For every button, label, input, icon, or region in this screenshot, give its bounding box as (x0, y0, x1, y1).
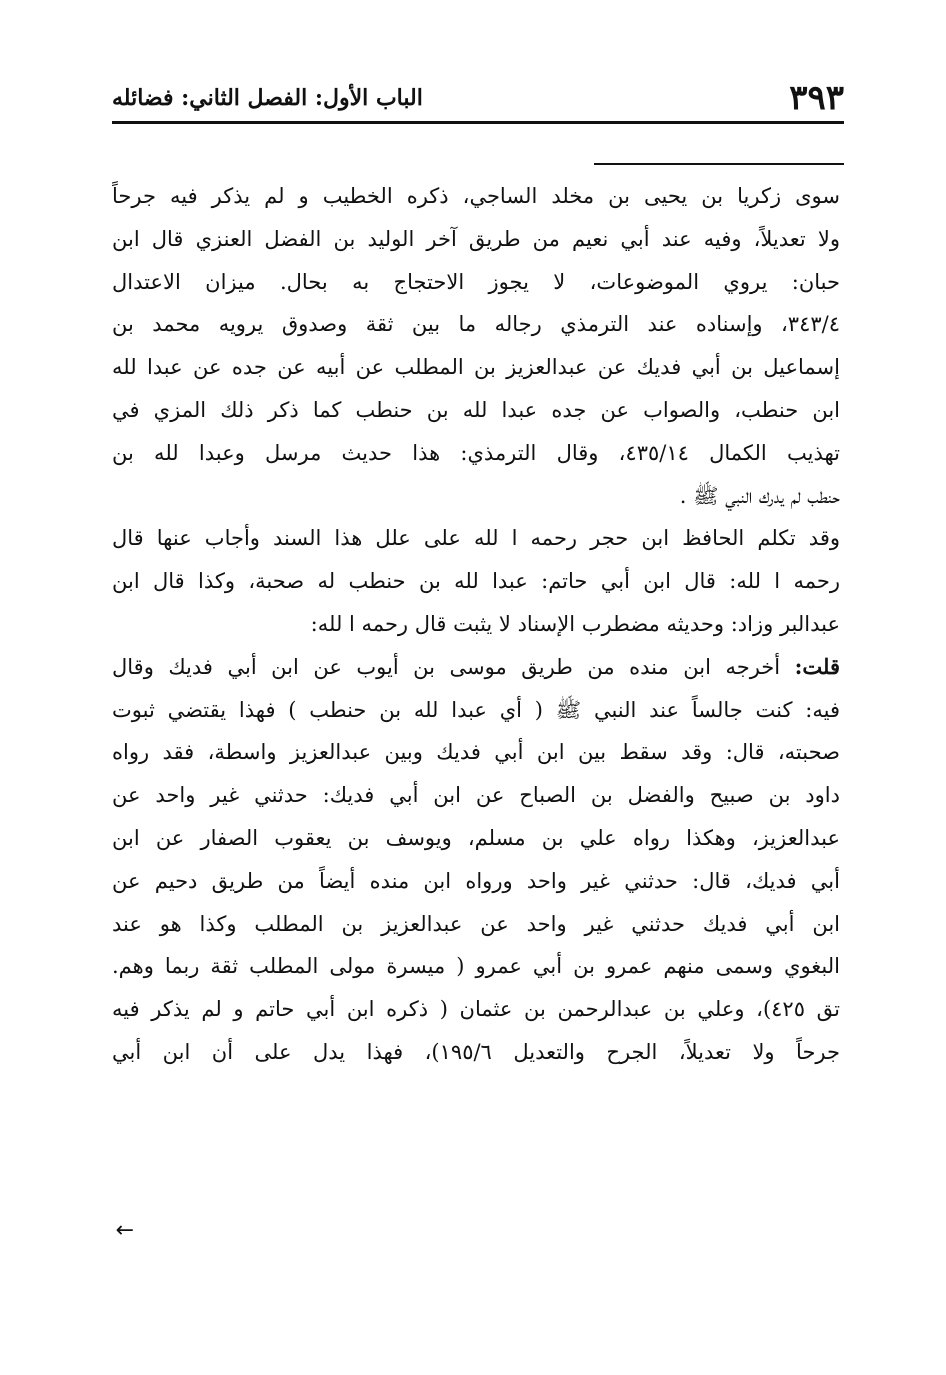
text-line (112, 646, 840, 689)
line-text: حبان: يروي الموضوعات، لا يجوز الاحتجاج به بحال. ميزان الاعتدال (112, 269, 840, 294)
text-line (112, 303, 840, 346)
text-line (112, 432, 840, 475)
line-text: البغوي وسمى منهم عمرو بن أبي عمرو ( ميسرة مولى المطلب ثقة ربما وهم. (112, 954, 840, 979)
text-line (112, 1031, 840, 1074)
text-line (112, 903, 840, 946)
text-line (112, 603, 840, 646)
text-line (112, 689, 840, 732)
line-text: تق ٤٢٥)، وعلي بن عبدالرحمن بن عثمان ( ذكره ابن أبي حاتم و لم يذكر فيه (112, 997, 840, 1022)
text-line (112, 261, 840, 304)
line-text: رحمه ا لله: قال ابن أبي حاتم: عبدا لله بن حنطب له صحبة، وكذا قال ابن (112, 569, 840, 594)
text-line (112, 218, 840, 261)
line-text: أبي فديك، قال: حدثني غير واحد ورواه ابن منده أيضاً من طريق دحيم عن (112, 868, 840, 893)
line-text: داود بن صبيح والفضل بن الصباح عن ابن أبي فديك: حدثني غير واحد عن (112, 783, 840, 808)
text-line (112, 560, 840, 603)
line-text: ابن أبي فديك حدثني غير واحد عن عبدالعزيز بن المطلب وكذا هو عند (112, 911, 840, 936)
text-line (112, 988, 840, 1031)
line-text: ابن حنطب، والصواب عن جده عبدا لله بن حنطب كما ذكر ذلك المزي في (112, 397, 840, 422)
text-line (112, 860, 840, 903)
line-text: وقد تكلم الحافظ ابن حجر رحمه ا لله على علل هذا السند وأجاب عنها قال (112, 526, 840, 551)
continuation-arrow-icon: ← (115, 1218, 134, 1243)
text-line (112, 817, 840, 860)
line-text: عبدالعزيز، وهكذا رواه علي بن مسلم، ويوسف بن يعقوب الصفار عن ابن (112, 825, 840, 850)
footnote-text (112, 175, 840, 1074)
line-text: جرحاً ولا تعديلاً، الجرح والتعديل ١٩٥/٦)، فهذا يدل على أن ابن أبي (112, 1039, 840, 1064)
header-rule (112, 121, 844, 124)
page-number: ٣٩٣ (789, 78, 844, 118)
text-line (112, 175, 840, 218)
line-text: تهذيب الكمال ٤٣٥/١٤، وقال الترمذي: هذا حديث مرسل وعبدا لله بن (112, 440, 840, 465)
line-text: فيه: كنت جالساً عند النبي ﷺ ( أي عبدا لله بن حنطب ) فهذا يقتضي ثبوت (112, 697, 840, 722)
text-line (112, 945, 840, 988)
text-line (112, 389, 840, 432)
running-head: الباب الأول: الفصل الثاني: فضائله (112, 85, 423, 111)
line-text: إسماعيل بن أبي فديك عن عبدالعزيز بن المطلب عن أبيه عن جده عن عبدا لله (112, 355, 840, 380)
line-text: عبدالبر وزاد: وحديثه مضطرب الإسناد لا يثبت قال رحمه ا لله: (310, 611, 840, 636)
line-text: أخرجه ابن منده من طريق موسى بن أيوب عن ابن أبي فديك وقال (112, 654, 795, 679)
line-text: ولا تعديلاً، وفيه عند أبي نعيم من طريق آخر الوليد بن الفضل العنزي قال ابن (112, 226, 840, 251)
page-header (112, 78, 844, 118)
text-line (112, 475, 840, 518)
text-line (112, 731, 840, 774)
line-text: سوى زكريا بن يحيى بن مخلد الساجي، ذكره الخطيب و لم يذكر فيه جرحاً (112, 184, 840, 208)
text-line (112, 517, 840, 560)
line-text: صحبته، قال: وقد سقط بين ابن أبي فديك وبين عبدالعزيز واسطة، فقد رواه (112, 740, 840, 765)
line-text: حنطب لم يدرك النبي ﷺ . (679, 483, 840, 508)
line-text: ٣٤٣/٤، وإسناده عند الترمذي رجاله ما بين ثقة وصدوق يرويه محمد بن (112, 312, 840, 337)
text-line (112, 774, 840, 817)
lead-word: قلت: (794, 653, 840, 679)
footnote-separator-rule (594, 163, 844, 165)
text-line (112, 346, 840, 389)
